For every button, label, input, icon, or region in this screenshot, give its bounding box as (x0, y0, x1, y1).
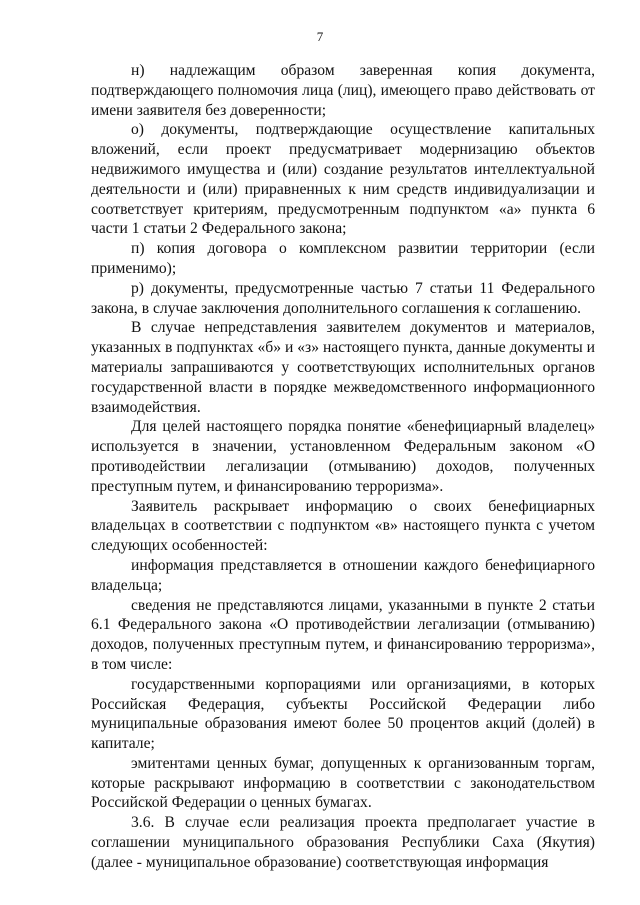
paragraph-documents-request: В случае непредставления заявителем документов и материалов, указанных в подпунктах «б» и «з» настоящего пункта, данные документы и материалы запрашиваются у соответствующих исполнительных органов государственной власти в порядке межведомственного информационного взаимодействия. (91, 319, 595, 416)
paragraph-securities-issuers: эмитентами ценных бумаг, допущенных к организованным торгам, которые раскрывают информацию в соответствии с законодательством Российской Федерации о ценных бумагах. (91, 754, 595, 812)
paragraph-beneficial-owner-disclosure: Заявитель раскрывает информацию о своих бенефициарных владельцах в соответствии с подпунктом «в» настоящего пункта с учетом следующих особенностей: (91, 497, 595, 555)
paragraph-exemptions: сведения не представляются лицами, указанными в пункте 2 статьи 6.1 Федерального закона «О противодействии легализации (отмыванию) доходов, полученных преступным путем, и финансированию терроризма», в том числе: (91, 596, 595, 673)
document-body (91, 61, 595, 873)
paragraph-3-6: 3.6. В случае если реализация проекта предполагает участие в соглашении муниципального образования Республики Саха (Якутия) (далее - муниципальное образование) соответствующая информация (91, 814, 595, 871)
paragraph-state-corporations: государственными корпорациями или организациями, в которых Российская Федерация, субъекты Российской Федерации либо муниципальные образования имеют более 50 процентов акций (долей) в капитале; (91, 675, 595, 753)
paragraph-r: р) документы, предусмотренные частью 7 статьи 11 Федерального закона, в случае заключения дополнительного соглашения к соглашению. (91, 279, 595, 317)
paragraph-each-owner: информация представляется в отношении каждого бенефициарного владельца; (91, 556, 595, 594)
paragraph-p: п) копия договора о комплексном развитии территории (если применимо); (91, 240, 595, 277)
paragraph-o: о) документы, подтверждающие осуществление капитальных вложений, если проект предусматривает модернизацию объектов недвижимого имущества и (или) создание результатов интеллектуальной деятельности и (или) приравненных к ним средств индивидуализации и соответствует критериям, предусмотренным подпунктом «а» пункта 6 части 1 статьи 2 Федерального закона; (91, 121, 595, 238)
page-number: 7 (316, 29, 324, 44)
paragraph-n: н) надлежащим образом заверенная копия документа, подтверждающего полномочия лица (лиц), имеющего право действовать от имени заявителя без доверенности; (91, 62, 595, 119)
paragraph-beneficial-owner-definition: Для целей настоящего порядка понятие «бенефициарный владелец» используется в значении, установленном Федеральным законом «О противодействии легализации (отмыванию) доходов, полученных преступным путем, и финансированию терроризма». (91, 418, 595, 495)
